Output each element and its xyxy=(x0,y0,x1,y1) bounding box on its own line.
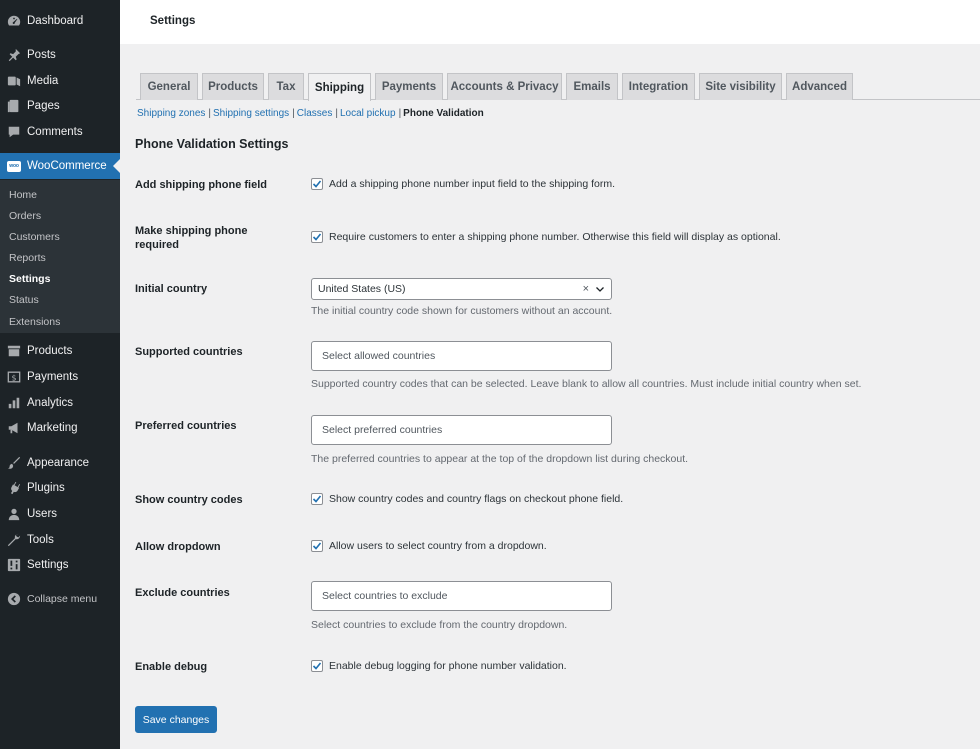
dashboard-icon xyxy=(7,14,21,28)
subnav-local-pickup[interactable]: Local pickup xyxy=(339,108,396,119)
sidebar-label: Collapse menu xyxy=(27,593,98,605)
allow-dropdown-checkbox[interactable] xyxy=(311,540,323,552)
page-title: Settings xyxy=(150,15,196,27)
supported-countries-desc: Supported country codes that can be selected. Leave blank to allow all countries. Must include initial country when set. xyxy=(311,378,862,390)
sidebar-item-marketing[interactable] xyxy=(0,415,120,441)
preferred-countries-input[interactable] xyxy=(311,415,612,445)
collapse-icon xyxy=(7,592,21,606)
page-icon xyxy=(7,99,21,113)
supported-countries-placeholder: Select allowed countries xyxy=(322,350,436,362)
preferred-countries-placeholder: Select preferred countries xyxy=(322,424,443,436)
sidebar-item-woocommerce[interactable] xyxy=(0,153,120,179)
woocommerce-submenu xyxy=(0,180,120,333)
sidebar-item-plugins[interactable] xyxy=(0,475,120,501)
exclude-countries-input[interactable] xyxy=(311,581,612,611)
tab-general[interactable]: General xyxy=(140,73,198,100)
subnav-shipping-settings[interactable]: Shipping settings xyxy=(213,108,290,119)
tab-advanced[interactable]: Advanced xyxy=(786,73,853,100)
section-title: Phone Validation Settings xyxy=(135,137,289,151)
supported-countries-input[interactable] xyxy=(311,341,612,371)
required-text: Require customers to enter a shipping phone number. Otherwise this field will display as optional. xyxy=(329,231,781,243)
enable-debug-text: Enable debug logging for phone number validation. xyxy=(329,660,567,672)
sidebar-label: Users xyxy=(27,508,58,520)
add-phone-row xyxy=(311,178,615,190)
tab-shipping[interactable]: Shipping xyxy=(308,73,371,101)
wrench-icon xyxy=(7,533,21,547)
allow-dropdown-text: Allow users to select country from a dropdown. xyxy=(329,540,547,552)
subnav-shipping-zones[interactable]: Shipping zones xyxy=(137,108,206,119)
paintbrush-icon xyxy=(7,456,21,470)
checkmark-icon xyxy=(312,494,322,504)
show-codes-text: Show country codes and country flags on checkout phone field. xyxy=(329,493,624,505)
pushpin-icon xyxy=(7,48,21,62)
chevron-down-icon xyxy=(595,284,605,294)
checkmark-icon xyxy=(312,179,322,189)
sidebar-label: Comments xyxy=(27,126,83,138)
sidebar-label: Payments xyxy=(27,371,79,383)
sidebar-item-tools[interactable] xyxy=(0,527,120,553)
submenu-status[interactable]: Status xyxy=(9,294,39,306)
tab-products[interactable]: Products xyxy=(202,73,264,100)
megaphone-icon xyxy=(7,421,21,435)
plugin-icon xyxy=(7,481,21,495)
required-row xyxy=(311,231,781,243)
sidebar-label: Analytics xyxy=(27,397,74,409)
clear-icon[interactable]: × xyxy=(582,283,589,295)
sidebar-item-comments[interactable] xyxy=(0,119,120,145)
sidebar-label: Settings xyxy=(27,559,69,571)
sidebar-item-settings[interactable] xyxy=(0,552,120,578)
preferred-countries-label: Preferred countries xyxy=(135,420,237,432)
sidebar-item-media[interactable] xyxy=(0,68,120,94)
sidebar-item-posts[interactable] xyxy=(0,42,120,68)
submenu-home[interactable]: Home xyxy=(9,189,38,201)
submenu-reports[interactable]: Reports xyxy=(9,252,46,264)
checkmark-icon xyxy=(312,541,322,551)
woo-badge: woo xyxy=(7,161,21,172)
allow-dropdown-label: Allow dropdown xyxy=(135,541,221,553)
enable-debug-row xyxy=(311,660,567,672)
supported-countries-label: Supported countries xyxy=(135,346,243,358)
sidebar-label: Products xyxy=(27,345,73,357)
svg-text:$: $ xyxy=(11,373,17,383)
comment-icon xyxy=(7,125,21,139)
add-phone-checkbox[interactable] xyxy=(311,178,323,190)
subnav-separator: | xyxy=(335,108,338,119)
checkmark-icon xyxy=(312,232,322,242)
exclude-countries-label: Exclude countries xyxy=(135,587,230,599)
show-codes-row xyxy=(311,493,623,505)
tab-site-visibility[interactable]: Site visibility xyxy=(699,73,782,100)
dollar-icon xyxy=(7,370,21,384)
sidebar-label: Appearance xyxy=(27,457,90,469)
sidebar-label: Plugins xyxy=(27,482,65,494)
submenu-settings[interactable]: Settings xyxy=(9,273,51,285)
tab-accounts-privacy[interactable]: Accounts & Privacy xyxy=(447,73,562,100)
sidebar-label: Media xyxy=(27,75,59,87)
show-codes-label: Show country codes xyxy=(135,494,243,506)
show-codes-checkbox[interactable] xyxy=(311,493,323,505)
allow-dropdown-row xyxy=(311,540,547,552)
sidebar-item-dashboard[interactable] xyxy=(0,8,120,34)
sidebar-label: Posts xyxy=(27,49,56,61)
initial-country-value: United States (US) xyxy=(318,283,406,295)
enable-debug-checkbox[interactable] xyxy=(311,660,323,672)
add-phone-label: Add shipping phone field xyxy=(135,179,267,191)
exclude-countries-desc: Select countries to exclude from the country dropdown. xyxy=(311,619,568,631)
woocommerce-icon xyxy=(7,159,21,173)
sidebar-item-payments[interactable] xyxy=(0,364,120,390)
subnav-classes[interactable]: Classes xyxy=(296,108,333,119)
sidebar-label: Tools xyxy=(27,534,54,546)
sidebar-item-products[interactable] xyxy=(0,338,120,364)
exclude-countries-placeholder: Select countries to exclude xyxy=(322,590,448,602)
tab-tax[interactable]: Tax xyxy=(268,73,304,100)
sidebar-label: Pages xyxy=(27,100,60,112)
shipping-subnav xyxy=(137,108,484,119)
bar-chart-icon xyxy=(7,396,21,410)
admin-sidebar xyxy=(0,0,120,749)
initial-country-select[interactable] xyxy=(311,278,612,300)
submenu-extensions[interactable]: Extensions xyxy=(9,316,61,328)
sidebar-label: Dashboard xyxy=(27,15,84,27)
settings-icon xyxy=(7,558,21,572)
sidebar-label: Marketing xyxy=(27,422,78,434)
tab-payments[interactable]: Payments xyxy=(375,73,443,100)
user-icon xyxy=(7,507,21,521)
required-checkbox[interactable] xyxy=(311,231,323,243)
enable-debug-label: Enable debug xyxy=(135,661,208,673)
subnav-separator: | xyxy=(398,108,402,119)
archive-icon xyxy=(7,344,21,358)
sidebar-item-analytics[interactable] xyxy=(0,390,120,416)
subnav-separator: | xyxy=(208,108,211,119)
sidebar-item-users[interactable] xyxy=(0,501,120,527)
checkmark-icon xyxy=(312,661,322,671)
subnav-separator: | xyxy=(292,108,295,119)
tab-integration[interactable]: Integration xyxy=(622,73,695,100)
submenu-orders[interactable]: Orders xyxy=(9,210,42,222)
active-arrow xyxy=(113,159,120,173)
submenu-customers[interactable]: Customers xyxy=(9,231,60,243)
add-phone-text: Add a shipping phone number input field to the shipping form. xyxy=(329,178,616,190)
initial-country-label: Initial country xyxy=(135,283,208,295)
collapse-menu-button[interactable] xyxy=(0,586,120,612)
initial-country-desc: The initial country code shown for customers without an account. xyxy=(311,305,613,317)
sidebar-item-appearance[interactable] xyxy=(0,450,120,476)
save-changes-button[interactable]: Save changes xyxy=(135,706,217,733)
sidebar-item-pages[interactable] xyxy=(0,93,120,119)
sidebar-label: WooCommerce xyxy=(27,160,107,172)
media-icon xyxy=(7,74,21,88)
subnav-phone-validation: Phone Validation xyxy=(403,108,484,119)
preferred-countries-desc: The preferred countries to appear at the top of the dropdown list during checkout. xyxy=(311,453,689,465)
required-label: Make shipping phone required xyxy=(135,225,248,251)
top-header xyxy=(120,0,980,44)
tab-emails[interactable]: Emails xyxy=(566,73,618,100)
